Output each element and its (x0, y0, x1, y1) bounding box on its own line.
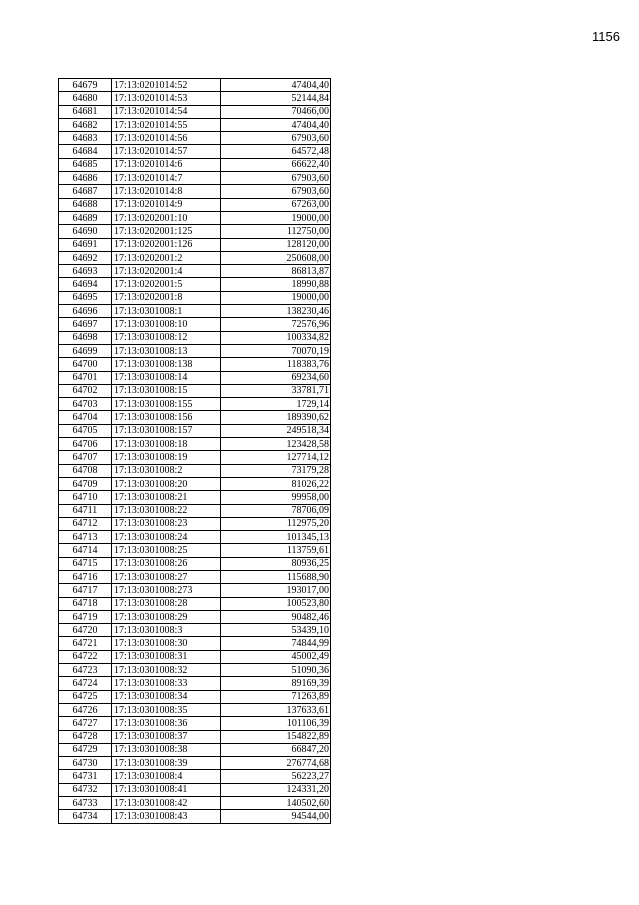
table-row (59, 225, 331, 238)
amount-cell: 66622,40 (221, 158, 331, 171)
table-row (59, 344, 331, 357)
cadastral-number-cell: 17:13:0202001:4 (112, 265, 221, 278)
cadastral-number-cell: 17:13:0301008:35 (112, 703, 221, 716)
cadastral-number-cell: 17:13:0301008:43 (112, 810, 221, 823)
cadastral-number-cell: 17:13:0201014:52 (112, 79, 221, 92)
amount-cell: 193017,00 (221, 584, 331, 597)
amount-cell: 53439,10 (221, 624, 331, 637)
table-row (59, 757, 331, 770)
row-number-cell: 64713 (59, 531, 112, 544)
table-row (59, 398, 331, 411)
amount-cell: 81026,22 (221, 477, 331, 490)
row-number-cell: 64730 (59, 757, 112, 770)
amount-cell: 124331,20 (221, 783, 331, 796)
row-number-cell: 64710 (59, 491, 112, 504)
cadastral-number-cell: 17:13:0201014:53 (112, 92, 221, 105)
amount-cell: 100523,80 (221, 597, 331, 610)
cadastral-number-cell: 17:13:0301008:32 (112, 664, 221, 677)
cadastral-number-cell: 17:13:0201014:55 (112, 118, 221, 131)
cadastral-number-cell: 17:13:0301008:34 (112, 690, 221, 703)
table-row (59, 79, 331, 92)
amount-cell: 127714,12 (221, 451, 331, 464)
amount-cell: 67263,00 (221, 198, 331, 211)
amount-cell: 19000,00 (221, 291, 331, 304)
row-number-cell: 64689 (59, 211, 112, 224)
cadastral-number-cell: 17:13:0301008:19 (112, 451, 221, 464)
row-number-cell: 64691 (59, 238, 112, 251)
cadastral-number-cell: 17:13:0201014:6 (112, 158, 221, 171)
cadastral-number-cell: 17:13:0202001:8 (112, 291, 221, 304)
cadastral-number-cell: 17:13:0301008:22 (112, 504, 221, 517)
table-row (59, 358, 331, 371)
cadastral-number-cell: 17:13:0301008:3 (112, 624, 221, 637)
table-row (59, 783, 331, 796)
cadastral-number-cell: 17:13:0301008:18 (112, 438, 221, 451)
table-row (59, 132, 331, 145)
cadastral-number-cell: 17:13:0301008:14 (112, 371, 221, 384)
table-row (59, 544, 331, 557)
amount-cell: 70466,00 (221, 105, 331, 118)
cadastral-number-cell: 17:13:0301008:273 (112, 584, 221, 597)
cadastral-number-cell: 17:13:0301008:156 (112, 411, 221, 424)
table-row (59, 291, 331, 304)
row-number-cell: 64720 (59, 624, 112, 637)
cadastral-number-cell: 17:13:0202001:125 (112, 225, 221, 238)
row-number-cell: 64697 (59, 318, 112, 331)
table-row (59, 504, 331, 517)
amount-cell: 100334,82 (221, 331, 331, 344)
cadastral-number-cell: 17:13:0301008:138 (112, 358, 221, 371)
table-row (59, 664, 331, 677)
table-row (59, 557, 331, 570)
cadastral-number-cell: 17:13:0202001:126 (112, 238, 221, 251)
table-row (59, 464, 331, 477)
row-number-cell: 64708 (59, 464, 112, 477)
amount-cell: 90482,46 (221, 610, 331, 623)
table-row (59, 251, 331, 264)
table-row (59, 797, 331, 810)
table-row (59, 730, 331, 743)
row-number-cell: 64734 (59, 810, 112, 823)
row-number-cell: 64732 (59, 783, 112, 796)
amount-cell: 33781,71 (221, 384, 331, 397)
amount-cell: 71263,89 (221, 690, 331, 703)
amount-cell: 99958,00 (221, 491, 331, 504)
row-number-cell: 64714 (59, 544, 112, 557)
row-number-cell: 64695 (59, 291, 112, 304)
amount-cell: 1729,14 (221, 398, 331, 411)
cadastral-number-cell: 17:13:0301008:30 (112, 637, 221, 650)
cadastral-number-cell: 17:13:0301008:31 (112, 650, 221, 663)
cadastral-number-cell: 17:13:0301008:1 (112, 305, 221, 318)
amount-cell: 66847,20 (221, 743, 331, 756)
cadastral-number-cell: 17:13:0301008:12 (112, 331, 221, 344)
table-row (59, 584, 331, 597)
amount-cell: 86813,87 (221, 265, 331, 278)
row-number-cell: 64718 (59, 597, 112, 610)
cadastral-number-cell: 17:13:0201014:7 (112, 172, 221, 185)
row-number-cell: 64725 (59, 690, 112, 703)
amount-cell: 140502,60 (221, 797, 331, 810)
row-number-cell: 64721 (59, 637, 112, 650)
amount-cell: 123428,58 (221, 438, 331, 451)
row-number-cell: 64724 (59, 677, 112, 690)
row-number-cell: 64712 (59, 517, 112, 530)
row-number-cell: 64688 (59, 198, 112, 211)
cadastral-number-cell: 17:13:0201014:57 (112, 145, 221, 158)
row-number-cell: 64692 (59, 251, 112, 264)
cadastral-number-cell: 17:13:0301008:10 (112, 318, 221, 331)
table-row (59, 650, 331, 663)
amount-cell: 73179,28 (221, 464, 331, 477)
amount-cell: 18990,88 (221, 278, 331, 291)
cadastral-number-cell: 17:13:0202001:2 (112, 251, 221, 264)
table-row (59, 331, 331, 344)
amount-cell: 276774,68 (221, 757, 331, 770)
row-number-cell: 64726 (59, 703, 112, 716)
amount-cell: 112975,20 (221, 517, 331, 530)
cadastral-number-cell: 17:13:0201014:56 (112, 132, 221, 145)
amount-cell: 67903,60 (221, 132, 331, 145)
amount-cell: 250608,00 (221, 251, 331, 264)
cadastral-number-cell: 17:13:0301008:157 (112, 424, 221, 437)
amount-cell: 113759,61 (221, 544, 331, 557)
amount-cell: 101345,13 (221, 531, 331, 544)
table-row (59, 185, 331, 198)
row-number-cell: 64711 (59, 504, 112, 517)
row-number-cell: 64680 (59, 92, 112, 105)
table-row (59, 105, 331, 118)
cadastral-number-cell: 17:13:0301008:28 (112, 597, 221, 610)
cadastral-number-cell: 17:13:0202001:5 (112, 278, 221, 291)
amount-cell: 128120,00 (221, 238, 331, 251)
amount-cell: 69234,60 (221, 371, 331, 384)
row-number-cell: 64682 (59, 118, 112, 131)
row-number-cell: 64679 (59, 79, 112, 92)
row-number-cell: 64681 (59, 105, 112, 118)
table-row (59, 637, 331, 650)
cadastral-number-cell: 17:13:0301008:20 (112, 477, 221, 490)
amount-cell: 118383,76 (221, 358, 331, 371)
table-row (59, 810, 331, 823)
cadastral-number-cell: 17:13:0301008:38 (112, 743, 221, 756)
table-row (59, 265, 331, 278)
row-number-cell: 64696 (59, 305, 112, 318)
row-number-cell: 64717 (59, 584, 112, 597)
cadastral-number-cell: 17:13:0301008:39 (112, 757, 221, 770)
amount-cell: 47404,40 (221, 118, 331, 131)
cadastral-number-cell: 17:13:0301008:29 (112, 610, 221, 623)
table-row (59, 570, 331, 583)
cadastral-number-cell: 17:13:0301008:33 (112, 677, 221, 690)
amount-cell: 137633,61 (221, 703, 331, 716)
table-row (59, 690, 331, 703)
cadastral-number-cell: 17:13:0301008:21 (112, 491, 221, 504)
table-row (59, 92, 331, 105)
cadastral-number-cell: 17:13:0301008:2 (112, 464, 221, 477)
row-number-cell: 64694 (59, 278, 112, 291)
amount-cell: 45002,49 (221, 650, 331, 663)
row-number-cell: 64702 (59, 384, 112, 397)
row-number-cell: 64727 (59, 717, 112, 730)
amount-cell: 89169,39 (221, 677, 331, 690)
row-number-cell: 64686 (59, 172, 112, 185)
row-number-cell: 64709 (59, 477, 112, 490)
amount-cell: 51090,36 (221, 664, 331, 677)
table-row (59, 371, 331, 384)
table-row (59, 610, 331, 623)
row-number-cell: 64728 (59, 730, 112, 743)
amount-cell: 52144,84 (221, 92, 331, 105)
amount-cell: 56223,27 (221, 770, 331, 783)
cadastral-number-cell: 17:13:0301008:27 (112, 570, 221, 583)
table-row (59, 770, 331, 783)
row-number-cell: 64703 (59, 398, 112, 411)
row-number-cell: 64704 (59, 411, 112, 424)
cadastral-number-cell: 17:13:0202001:10 (112, 211, 221, 224)
amount-cell: 112750,00 (221, 225, 331, 238)
amount-cell: 94544,00 (221, 810, 331, 823)
table-body (59, 79, 331, 824)
table-row (59, 424, 331, 437)
amount-cell: 19000,00 (221, 211, 331, 224)
table-row (59, 477, 331, 490)
row-number-cell: 64716 (59, 570, 112, 583)
table-row (59, 211, 331, 224)
amount-cell: 80936,25 (221, 557, 331, 570)
row-number-cell: 64700 (59, 358, 112, 371)
amount-cell: 70070,19 (221, 344, 331, 357)
table-row (59, 624, 331, 637)
table-row (59, 278, 331, 291)
cadastral-number-cell: 17:13:0301008:25 (112, 544, 221, 557)
row-number-cell: 64715 (59, 557, 112, 570)
amount-cell: 115688,90 (221, 570, 331, 583)
table-row (59, 198, 331, 211)
table-row (59, 597, 331, 610)
amount-cell: 189390,62 (221, 411, 331, 424)
table-row (59, 517, 331, 530)
table-row (59, 238, 331, 251)
row-number-cell: 64705 (59, 424, 112, 437)
row-number-cell: 64733 (59, 797, 112, 810)
table-row (59, 158, 331, 171)
amount-cell: 101106,39 (221, 717, 331, 730)
cadastral-number-cell: 17:13:0201014:8 (112, 185, 221, 198)
data-table-container (58, 78, 331, 824)
cadastral-number-cell: 17:13:0301008:42 (112, 797, 221, 810)
cadastral-number-cell: 17:13:0301008:24 (112, 531, 221, 544)
row-number-cell: 64685 (59, 158, 112, 171)
cadastral-number-cell: 17:13:0201014:54 (112, 105, 221, 118)
table-row (59, 411, 331, 424)
cadastral-number-cell: 17:13:0301008:26 (112, 557, 221, 570)
cadastral-number-cell: 17:13:0301008:4 (112, 770, 221, 783)
row-number-cell: 64707 (59, 451, 112, 464)
table-row (59, 172, 331, 185)
amount-cell: 47404,40 (221, 79, 331, 92)
table-row (59, 145, 331, 158)
table-row (59, 677, 331, 690)
amount-cell: 72576,96 (221, 318, 331, 331)
table-row (59, 438, 331, 451)
row-number-cell: 64687 (59, 185, 112, 198)
row-number-cell: 64706 (59, 438, 112, 451)
cadastral-number-cell: 17:13:0301008:15 (112, 384, 221, 397)
amount-cell: 249518,34 (221, 424, 331, 437)
amount-cell: 154822,89 (221, 730, 331, 743)
row-number-cell: 64699 (59, 344, 112, 357)
amount-cell: 67903,60 (221, 185, 331, 198)
row-number-cell: 64723 (59, 664, 112, 677)
amount-cell: 64572,48 (221, 145, 331, 158)
data-table (58, 78, 331, 824)
row-number-cell: 64684 (59, 145, 112, 158)
row-number-cell: 64690 (59, 225, 112, 238)
row-number-cell: 64683 (59, 132, 112, 145)
row-number-cell: 64698 (59, 331, 112, 344)
row-number-cell: 64729 (59, 743, 112, 756)
table-row (59, 717, 331, 730)
page-number: 1156 (592, 29, 620, 44)
table-row (59, 703, 331, 716)
row-number-cell: 64731 (59, 770, 112, 783)
cadastral-number-cell: 17:13:0201014:9 (112, 198, 221, 211)
table-row (59, 305, 331, 318)
table-row (59, 384, 331, 397)
table-row (59, 531, 331, 544)
cadastral-number-cell: 17:13:0301008:155 (112, 398, 221, 411)
row-number-cell: 64701 (59, 371, 112, 384)
table-row (59, 743, 331, 756)
row-number-cell: 64722 (59, 650, 112, 663)
table-row (59, 451, 331, 464)
amount-cell: 138230,46 (221, 305, 331, 318)
cadastral-number-cell: 17:13:0301008:36 (112, 717, 221, 730)
cadastral-number-cell: 17:13:0301008:23 (112, 517, 221, 530)
cadastral-number-cell: 17:13:0301008:13 (112, 344, 221, 357)
cadastral-number-cell: 17:13:0301008:37 (112, 730, 221, 743)
table-row (59, 318, 331, 331)
amount-cell: 78706,09 (221, 504, 331, 517)
table-row (59, 491, 331, 504)
row-number-cell: 64693 (59, 265, 112, 278)
amount-cell: 74844,99 (221, 637, 331, 650)
amount-cell: 67903,60 (221, 172, 331, 185)
row-number-cell: 64719 (59, 610, 112, 623)
table-row (59, 118, 331, 131)
cadastral-number-cell: 17:13:0301008:41 (112, 783, 221, 796)
